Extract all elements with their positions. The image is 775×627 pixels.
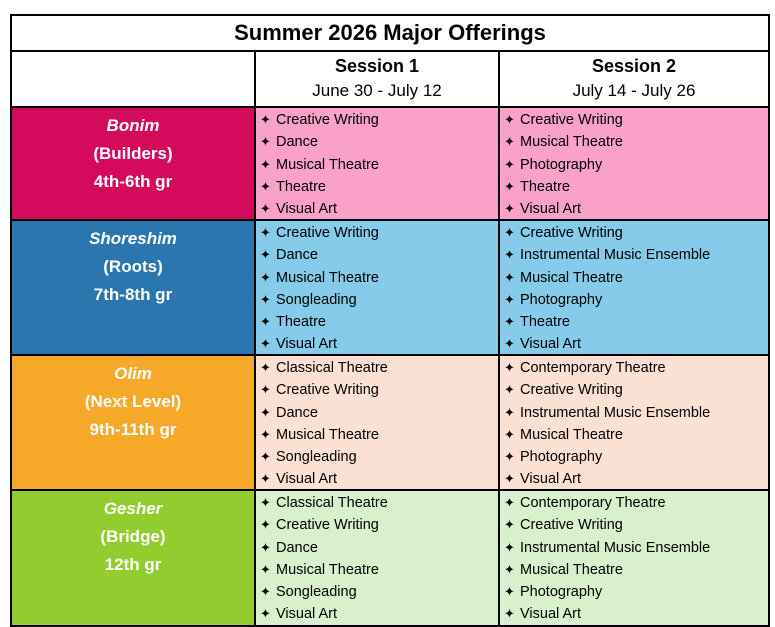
offering-label: Photography	[520, 449, 603, 466]
offering-label: Musical Theatre	[520, 561, 623, 578]
star-bullet-icon: ✦	[504, 382, 515, 398]
star-bullet-icon: ✦	[260, 539, 271, 555]
offering-label: Dance	[276, 539, 318, 556]
list-item	[504, 289, 768, 311]
list-item	[504, 603, 768, 625]
session-1-offerings	[256, 108, 500, 219]
list-item	[504, 581, 768, 603]
offering-label: Creative Writing	[520, 382, 623, 399]
offering-label: Musical Theatre	[276, 269, 379, 286]
offering-label: Theatre	[520, 178, 570, 195]
list-item	[504, 402, 768, 424]
star-bullet-icon: ✦	[260, 495, 271, 510]
list-item	[504, 222, 768, 244]
offering-label: Creative Writing	[520, 225, 623, 241]
star-bullet-icon: ✦	[260, 517, 271, 533]
offering-label: Photography	[520, 291, 603, 308]
list-item	[260, 424, 498, 446]
group-row-bonim	[12, 108, 768, 221]
offering-label: Creative Writing	[276, 382, 379, 399]
offering-label: Musical Theatre	[276, 426, 379, 443]
list-item	[504, 198, 768, 220]
star-bullet-icon: ✦	[260, 471, 271, 487]
session-1-name: Session 1	[334, 56, 420, 76]
star-bullet-icon: ✦	[504, 314, 515, 330]
offering-label: Theatre	[276, 178, 326, 195]
offering-label: Dance	[276, 404, 318, 421]
group-grades: 4th-6th gr	[93, 172, 173, 191]
list-item	[260, 537, 498, 559]
star-bullet-icon: ✦	[260, 561, 271, 577]
star-bullet-icon: ✦	[260, 314, 271, 330]
star-bullet-icon: ✦	[260, 360, 271, 375]
offering-label: Creative Writing	[520, 517, 623, 534]
list-item	[504, 537, 768, 559]
list-item	[504, 244, 768, 266]
offering-label: Musical Theatre	[276, 156, 379, 173]
group-subtitle: (Builders)	[93, 144, 173, 163]
star-bullet-icon: ✦	[504, 112, 515, 127]
group-label-cell	[12, 221, 256, 354]
star-bullet-icon: ✦	[260, 134, 271, 150]
offering-label: Songleading	[276, 449, 357, 466]
group-row-shoreshim	[12, 221, 768, 356]
offering-label: Songleading	[276, 584, 357, 601]
list-item	[260, 176, 498, 198]
session-2-offerings	[500, 108, 768, 219]
star-bullet-icon: ✦	[260, 404, 271, 420]
offering-label: Instrumental Music Ensemble	[520, 247, 711, 264]
list-item	[504, 468, 768, 490]
list-item	[504, 357, 768, 379]
star-bullet-icon: ✦	[260, 178, 271, 194]
star-bullet-icon: ✦	[504, 201, 515, 217]
list-item	[504, 446, 768, 468]
session-1-offerings	[256, 221, 500, 354]
offerings-table	[10, 14, 770, 627]
list-item	[260, 131, 498, 153]
offering-label: Instrumental Music Ensemble	[520, 404, 711, 421]
offering-label: Songleading	[276, 291, 357, 308]
offering-label: Visual Art	[520, 336, 581, 353]
star-bullet-icon: ✦	[504, 360, 515, 375]
group-row-gesher	[12, 491, 768, 625]
list-item	[260, 244, 498, 266]
group-subtitle: (Roots)	[103, 257, 163, 276]
offering-label: Visual Art	[276, 471, 337, 488]
list-item	[260, 603, 498, 625]
list-item	[260, 559, 498, 581]
group-label-cell	[12, 108, 256, 219]
session-2-header	[500, 52, 768, 106]
star-bullet-icon: ✦	[260, 156, 271, 172]
offering-label: Photography	[520, 584, 603, 601]
group-grades: 7th-8th gr	[93, 285, 173, 304]
star-bullet-icon: ✦	[504, 495, 515, 510]
list-item	[504, 131, 768, 153]
offering-label: Dance	[276, 134, 318, 151]
list-item	[260, 333, 498, 355]
offering-label: Creative Writing	[520, 112, 623, 128]
list-item	[504, 176, 768, 198]
star-bullet-icon: ✦	[504, 178, 515, 194]
star-bullet-icon: ✦	[504, 404, 515, 420]
group-name: Gesher	[103, 499, 163, 518]
list-item	[504, 559, 768, 581]
star-bullet-icon: ✦	[504, 539, 515, 555]
session-1-dates: June 30 - July 12	[312, 81, 442, 100]
star-bullet-icon: ✦	[504, 336, 515, 352]
group-grades: 9th-11th gr	[89, 420, 177, 439]
star-bullet-icon: ✦	[504, 225, 515, 240]
offering-label: Theatre	[276, 314, 326, 331]
list-item	[260, 446, 498, 468]
star-bullet-icon: ✦	[260, 382, 271, 398]
offering-label: Musical Theatre	[276, 561, 379, 578]
list-item	[260, 198, 498, 220]
offering-label: Creative Writing	[276, 517, 379, 534]
offering-label: Visual Art	[276, 606, 337, 623]
session-2-dates: July 14 - July 26	[572, 81, 696, 100]
star-bullet-icon: ✦	[504, 584, 515, 600]
offering-label: Visual Art	[276, 336, 337, 353]
offering-label: Creative Writing	[276, 225, 379, 241]
group-name: Shoreshim	[89, 229, 177, 248]
list-item	[260, 514, 498, 536]
offering-label: Visual Art	[276, 201, 337, 218]
session-1-offerings	[256, 491, 500, 625]
group-subtitle: (Bridge)	[100, 527, 166, 546]
star-bullet-icon: ✦	[260, 584, 271, 600]
list-item	[260, 379, 498, 401]
offering-label: Musical Theatre	[520, 426, 623, 443]
offering-label: Classical Theatre	[276, 360, 388, 376]
list-item	[504, 379, 768, 401]
group-name: Bonim	[106, 116, 160, 135]
list-item	[260, 289, 498, 311]
session-1-header	[256, 52, 500, 106]
group-row-olim	[12, 356, 768, 491]
star-bullet-icon: ✦	[504, 269, 515, 285]
group-name: Olim	[114, 364, 152, 383]
list-item	[260, 267, 498, 289]
offering-label: Dance	[276, 247, 318, 264]
list-item	[260, 581, 498, 603]
session-2-offerings	[500, 356, 768, 489]
offering-label: Contemporary Theatre	[520, 360, 666, 376]
list-item	[504, 109, 768, 131]
star-bullet-icon: ✦	[260, 336, 271, 352]
list-item	[504, 311, 768, 333]
star-bullet-icon: ✦	[504, 156, 515, 172]
star-bullet-icon: ✦	[504, 606, 515, 622]
list-item	[260, 357, 498, 379]
star-bullet-icon: ✦	[260, 247, 271, 263]
star-bullet-icon: ✦	[260, 112, 271, 127]
star-bullet-icon: ✦	[260, 426, 271, 442]
star-bullet-icon: ✦	[260, 269, 271, 285]
list-item	[260, 311, 498, 333]
list-item	[260, 492, 498, 514]
offering-label: Classical Theatre	[276, 495, 388, 511]
star-bullet-icon: ✦	[260, 225, 271, 240]
list-item	[260, 109, 498, 131]
star-bullet-icon: ✦	[504, 471, 515, 487]
session-2-offerings	[500, 221, 768, 354]
star-bullet-icon: ✦	[504, 561, 515, 577]
header-row	[12, 52, 768, 108]
list-item	[260, 222, 498, 244]
group-label-cell	[12, 491, 256, 625]
table-title: Summer 2026 Major Offerings	[12, 16, 768, 52]
star-bullet-icon: ✦	[504, 426, 515, 442]
star-bullet-icon: ✦	[260, 449, 271, 465]
offering-label: Musical Theatre	[520, 134, 623, 151]
star-bullet-icon: ✦	[260, 201, 271, 217]
group-label-cell	[12, 356, 256, 489]
offering-label: Visual Art	[520, 201, 581, 218]
list-item	[260, 154, 498, 176]
star-bullet-icon: ✦	[260, 606, 271, 622]
group-grades: 12th gr	[104, 555, 162, 574]
group-subtitle: (Next Level)	[84, 392, 182, 411]
star-bullet-icon: ✦	[504, 517, 515, 533]
list-item	[504, 154, 768, 176]
star-bullet-icon: ✦	[504, 291, 515, 307]
star-bullet-icon: ✦	[504, 449, 515, 465]
list-item	[504, 514, 768, 536]
session-2-name: Session 2	[591, 56, 677, 76]
offering-label: Visual Art	[520, 471, 581, 488]
star-bullet-icon: ✦	[260, 291, 271, 307]
offering-label: Visual Art	[520, 606, 581, 623]
star-bullet-icon: ✦	[504, 134, 515, 150]
star-bullet-icon: ✦	[504, 247, 515, 263]
list-item	[260, 468, 498, 490]
header-empty-cell	[12, 52, 256, 106]
offering-label: Musical Theatre	[520, 269, 623, 286]
session-1-offerings	[256, 356, 500, 489]
list-item	[504, 492, 768, 514]
list-item	[504, 424, 768, 446]
offering-label: Instrumental Music Ensemble	[520, 539, 711, 556]
list-item	[260, 402, 498, 424]
list-item	[504, 333, 768, 355]
offering-label: Creative Writing	[276, 112, 379, 128]
list-item	[504, 267, 768, 289]
session-2-offerings	[500, 491, 768, 625]
offering-label: Contemporary Theatre	[520, 495, 666, 511]
offering-label: Theatre	[520, 314, 570, 331]
offering-label: Photography	[520, 156, 603, 173]
